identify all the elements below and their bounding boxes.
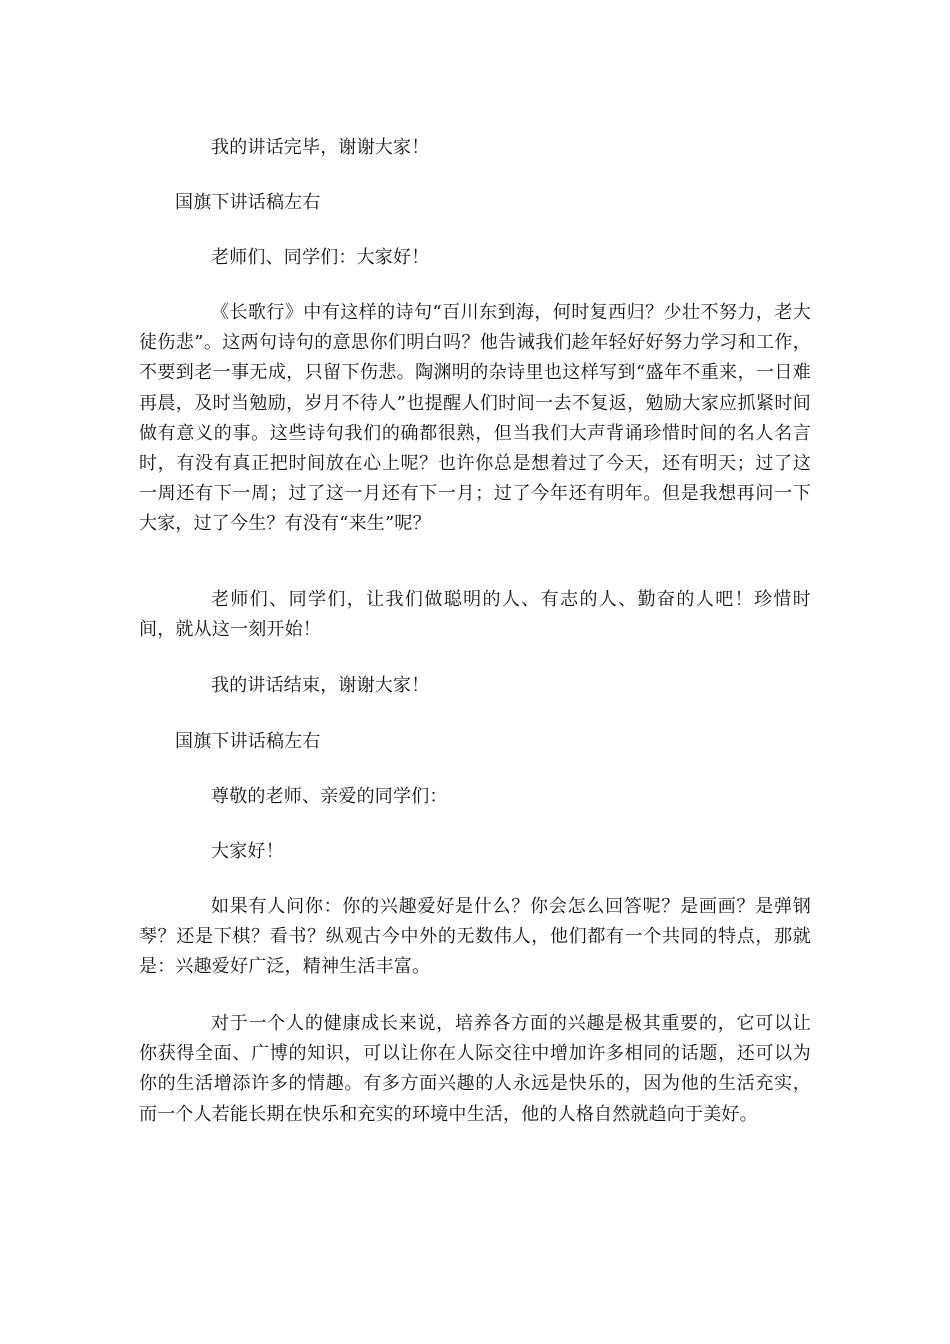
body-paragraph-4: 对于一个人的健康成长来说，培养各方面的兴趣是极其重要的，它可以让你获得全面、广博的知识，可以让你在人际交往中增加许多相同的话题，还可以为你的生活增添许多的情趣。有多方面兴趣的人永远是快乐的，因为他的生活充实，而一个人若能长期在快乐和充实的环境中生活，他的人格自然就趋向于美好。 [139,1013,811,1125]
closing-remark-2: 我的讲话结束，谢谢大家！ [211,675,430,696]
greeting-1: 老师们、同学们：大家好！ [211,247,430,268]
body-paragraph-3: 如果有人问你：你的兴趣爱好是什么？你会怎么回答呢？是画画？是弹钢琴？还是下棋？看书？纵观古今中外的无数伟人，他们都有一个共同的特点，那就是：兴趣爱好广泛，精神生活丰富。 [139,896,811,978]
body-paragraph-1: 《长歌行》中有这样的诗句“百川东到海，何时复西归？少壮不努力，老大徒伤悲”。这两句诗句的意思你们明白吗？他告诫我们趁年轻好好努力学习和工作，不要到老一事无成，只留下伤悲。陶渊明的杂诗里也这样写到“盛年不重来，一日难再晨，及时当勉励，岁月不待人”也提醒人们时间一去不复返，勉励大家应抓紧时间做有意义的事。这些诗句我们的确都很熟，但当我们大声背诵珍惜时间的名人名言时，有没有真正把时间放在心上呢？也许你总是想着过了今天，还有明天；过了这一周还有下一周；过了这一月还有下一月；过了今年还有明年。但是我想再问一下大家，过了今生？有没有“来生”呢？ [139,302,811,535]
salutation: 尊敬的老师、亲爱的同学们： [211,786,448,807]
section-title-1: 国旗下讲话稿左右 [175,192,321,213]
greeting-2: 大家好！ [211,841,284,862]
body-paragraph-2: 老师们、同学们，让我们做聪明的人、有志的人、勤奋的人吧！珍惜时间，就从这一刻开始！ [139,589,811,641]
section-title-2: 国旗下讲话稿左右 [175,731,321,752]
closing-remark-1: 我的讲话完毕，谢谢大家！ [211,137,430,158]
